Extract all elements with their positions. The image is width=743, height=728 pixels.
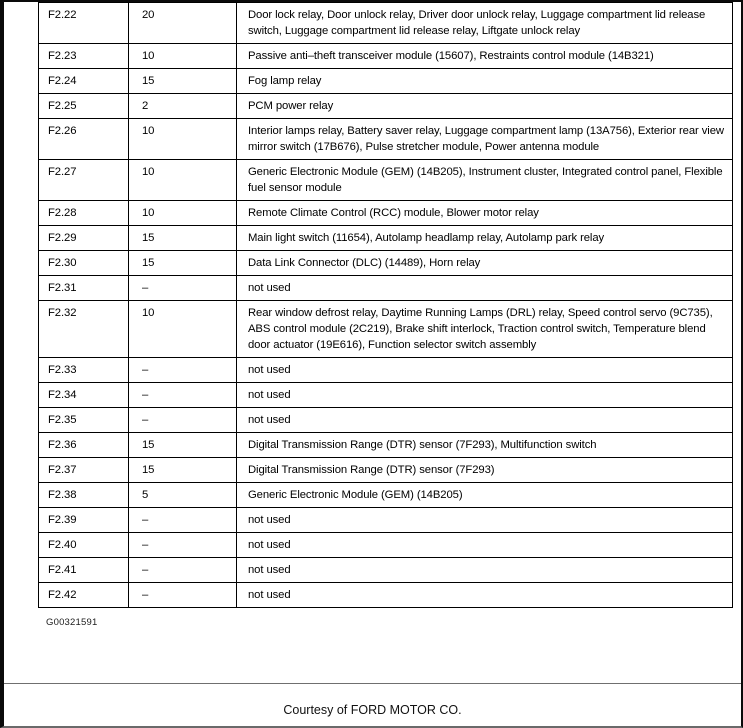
amperage-cell: 5 (129, 483, 237, 508)
fuse-id-cell: F2.34 (39, 383, 129, 408)
table-row (39, 383, 733, 408)
courtesy-footer: Courtesy of FORD MOTOR CO. (283, 703, 462, 717)
amperage-cell: 10 (129, 201, 237, 226)
fuse-id-cell: F2.30 (39, 251, 129, 276)
description-cell: Rear window defrost relay, Daytime Running Lamps (DRL) relay, Speed control servo (9C735), ABS control module (2C219), Brake shift interlock, Traction control switch, Temperature blend door actuator (19E616), Function selector switch assembly (237, 301, 733, 358)
fuse-id-cell: F2.37 (39, 458, 129, 483)
amperage-cell: 15 (129, 458, 237, 483)
table-row (39, 533, 733, 558)
fuse-id-cell: F2.41 (39, 558, 129, 583)
amperage-cell: – (129, 558, 237, 583)
fuse-id-cell: F2.35 (39, 408, 129, 433)
table-row (39, 458, 733, 483)
description-cell: not used (237, 583, 733, 608)
table-row (39, 94, 733, 119)
description-cell: not used (237, 533, 733, 558)
fuse-id-cell: F2.23 (39, 44, 129, 69)
footer-divider (4, 683, 741, 684)
table-row (39, 119, 733, 160)
table-row (39, 276, 733, 301)
description-cell: Generic Electronic Module (GEM) (14B205) (237, 483, 733, 508)
description-cell: not used (237, 383, 733, 408)
amperage-cell: 10 (129, 301, 237, 358)
fuse-table (38, 2, 733, 608)
description-cell: Passive anti–theft transceiver module (15607), Restraints control module (14B321) (237, 44, 733, 69)
amperage-cell: 15 (129, 433, 237, 458)
table-row (39, 483, 733, 508)
amperage-cell: 10 (129, 119, 237, 160)
amperage-cell: 15 (129, 69, 237, 94)
amperage-cell: – (129, 276, 237, 301)
description-cell: not used (237, 276, 733, 301)
table-row (39, 433, 733, 458)
amperage-cell: 15 (129, 226, 237, 251)
amperage-cell: – (129, 533, 237, 558)
fuse-id-cell: F2.31 (39, 276, 129, 301)
fuse-table-body (39, 3, 733, 608)
fuse-id-cell: F2.42 (39, 583, 129, 608)
amperage-cell: – (129, 583, 237, 608)
table-row (39, 358, 733, 383)
description-cell: Door lock relay, Door unlock relay, Driver door unlock relay, Luggage compartment lid release switch, Luggage compartment lid release relay, Liftgate unlock relay (237, 3, 733, 44)
fuse-id-cell: F2.29 (39, 226, 129, 251)
description-cell: not used (237, 358, 733, 383)
fuse-id-cell: F2.26 (39, 119, 129, 160)
table-row (39, 226, 733, 251)
description-cell: Interior lamps relay, Battery saver relay, Luggage compartment lamp (13A756), Exterior rear view mirror switch (17B676), Pulse stretcher module, Power antenna module (237, 119, 733, 160)
table-row (39, 201, 733, 226)
description-cell: Remote Climate Control (RCC) module, Blower motor relay (237, 201, 733, 226)
fuse-id-cell: F2.40 (39, 533, 129, 558)
fuse-id-cell: F2.22 (39, 3, 129, 44)
description-cell: Fog lamp relay (237, 69, 733, 94)
amperage-cell: – (129, 383, 237, 408)
table-row (39, 558, 733, 583)
table-row (39, 408, 733, 433)
description-cell: not used (237, 558, 733, 583)
fuse-id-cell: F2.27 (39, 160, 129, 201)
amperage-cell: – (129, 508, 237, 533)
amperage-cell: 10 (129, 160, 237, 201)
description-cell: PCM power relay (237, 94, 733, 119)
amperage-cell: 15 (129, 251, 237, 276)
description-cell: not used (237, 408, 733, 433)
table-row (39, 3, 733, 44)
table-row (39, 160, 733, 201)
fuse-id-cell: F2.39 (39, 508, 129, 533)
table-row (39, 301, 733, 358)
table-row (39, 583, 733, 608)
fuse-id-cell: F2.38 (39, 483, 129, 508)
description-cell: Digital Transmission Range (DTR) sensor (7F293), Multifunction switch (237, 433, 733, 458)
description-cell: Generic Electronic Module (GEM) (14B205), Instrument cluster, Integrated control panel, Flexible fuel sensor module (237, 160, 733, 201)
table-row (39, 508, 733, 533)
description-cell: Digital Transmission Range (DTR) sensor (7F293) (237, 458, 733, 483)
description-cell: Main light switch (11654), Autolamp headlamp relay, Autolamp park relay (237, 226, 733, 251)
description-cell: not used (237, 508, 733, 533)
fuse-id-cell: F2.36 (39, 433, 129, 458)
amperage-cell: 20 (129, 3, 237, 44)
figure-id: G00321591 (46, 617, 98, 628)
fuse-id-cell: F2.33 (39, 358, 129, 383)
description-cell: Data Link Connector (DLC) (14489), Horn relay (237, 251, 733, 276)
amperage-cell: – (129, 358, 237, 383)
table-row (39, 251, 733, 276)
amperage-cell: – (129, 408, 237, 433)
fuse-id-cell: F2.32 (39, 301, 129, 358)
amperage-cell: 2 (129, 94, 237, 119)
fuse-id-cell: F2.25 (39, 94, 129, 119)
amperage-cell: 10 (129, 44, 237, 69)
fuse-id-cell: F2.24 (39, 69, 129, 94)
fuse-id-cell: F2.28 (39, 201, 129, 226)
table-row (39, 69, 733, 94)
table-row (39, 44, 733, 69)
